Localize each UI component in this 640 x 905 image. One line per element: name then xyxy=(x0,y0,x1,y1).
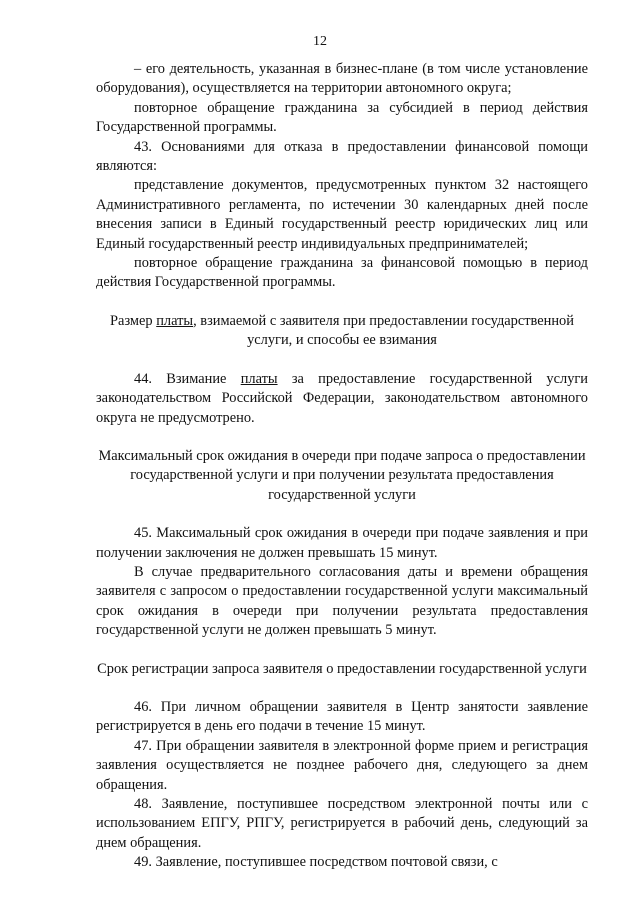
fee-link-44[interactable]: платы xyxy=(240,370,278,387)
fee-link[interactable]: платы xyxy=(156,312,194,329)
paragraph-44 xyxy=(96,370,588,428)
paragraph-prior-appointment: В случае предварительного согласования даты и времени обращения заявителя с запросом о предоставлении государственной услуги максимальный срок ожидания в очереди при получении результата предоставления государственной услуги не должен превышать 5 минут. xyxy=(96,563,588,639)
document-body xyxy=(96,60,588,873)
paragraph-45: 45. Максимальный срок ожидания в очереди при подаче заявления и при получении заключения не должен превышать 15 минут. xyxy=(96,525,588,561)
p44-prefix: 44. Взимание xyxy=(134,370,241,387)
paragraph-47: 47. При обращении заявителя в электронной форме прием и регистрация заявления осуществляется не позднее рабочего дня, следующего за днем обращения. xyxy=(96,737,588,793)
paragraph-49: 49. Заявление, поступившее посредством почтовой связи, с xyxy=(134,854,498,871)
paragraph-documents-deadline: представление документов, предусмотренных пунктом 32 настоящего Административного регламента, по истечении 30 календарных дней после внесения записи в Единый государственный реестр юридических лиц или Единый государственный реестр индивидуальных предпринимателей; xyxy=(96,177,588,252)
page-number: 12 xyxy=(313,34,327,49)
paragraph-48: 48. Заявление, поступившее посредством электронной почты или с использованием ЕПГУ, РПГУ, регистрируется в рабочий день, следующий за днем обращения. xyxy=(96,796,588,851)
p44-suffix: за предоставление государственной услуги законодательством Российской Федерации, законодательством автономного округа не предусмотрено. xyxy=(96,370,588,426)
section-heading-queue-time: Максимальный срок ожидания в очереди при подаче запроса о предоставлении государственной услуги и при получении результата предоставления государственной услуги xyxy=(98,447,586,503)
section-heading-fee xyxy=(96,312,588,351)
section-heading-registration-time: Срок регистрации запроса заявителя о предоставлении государственной услуги xyxy=(97,660,587,677)
paragraph-business-plan-condition: – его деятельность, указанная в бизнес-плане (в том числе установление оборудования), осуществляется на территории автономного округа; xyxy=(96,61,588,97)
paragraph-repeat-subsidy: повторное обращение гражданина за субсидией в период действия Государственной программы. xyxy=(96,99,588,136)
heading-fee-prefix: Размер xyxy=(110,312,157,329)
paragraph-repeat-financial-aid: повторное обращение гражданина за финансовой помощью в период действия Государственной программы. xyxy=(96,255,588,291)
paragraph-43: 43. Основаниями для отказа в предоставлении финансовой помощи являются: xyxy=(96,138,588,175)
paragraph-46: 46. При личном обращении заявителя в Центр занятости заявление регистрируется в день его подачи в течение 15 минут. xyxy=(96,698,588,735)
heading-fee-suffix: , взимаемой с заявителя при предоставлении государственной услуги, и способы ее взимания xyxy=(193,312,574,349)
